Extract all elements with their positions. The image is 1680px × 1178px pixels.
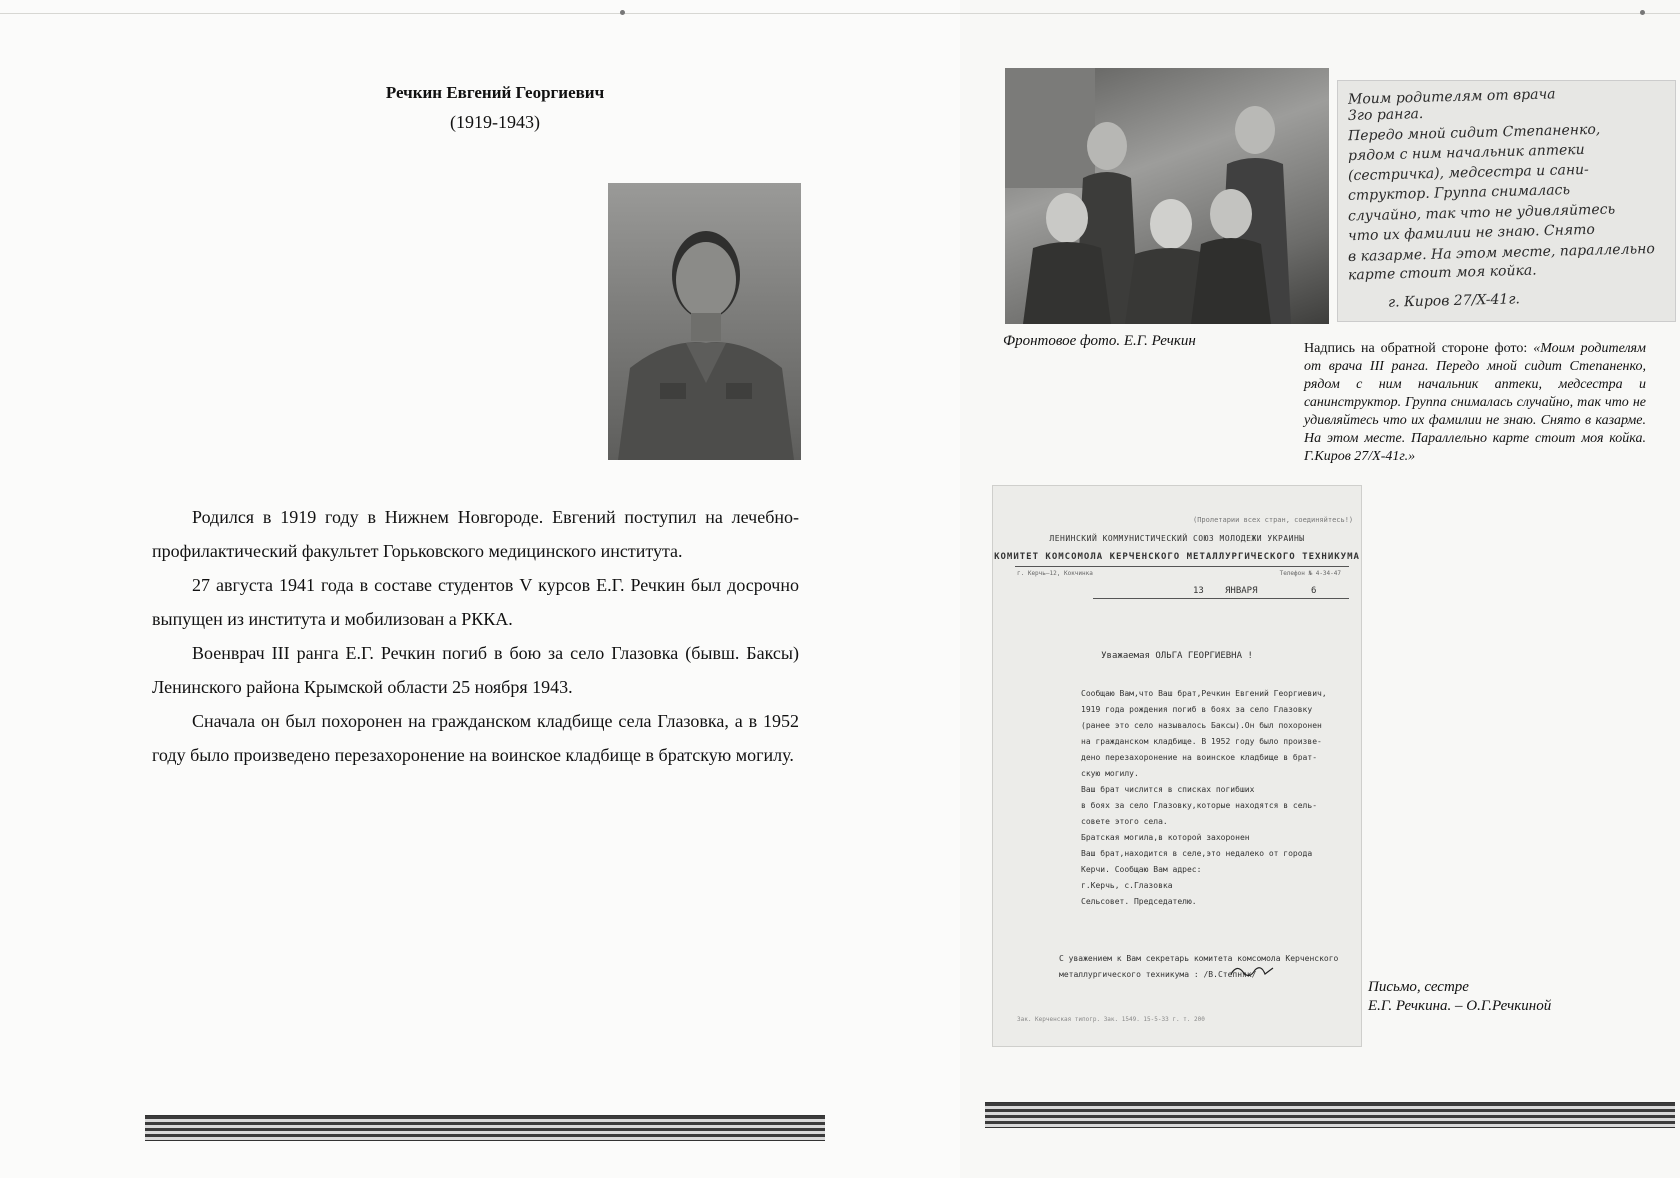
group-figures xyxy=(1005,68,1329,324)
biography-text xyxy=(152,500,799,772)
photo-back-inscription xyxy=(1337,80,1676,322)
handwriting-line: карте стоит моя койка. xyxy=(1347,262,1537,284)
handwriting-line: структор. Группа снималась xyxy=(1347,182,1571,204)
handwriting-line: г. Киров 27/X-41г. xyxy=(1387,291,1521,311)
handwriting-line: что их фамилии не знаю. Снято xyxy=(1347,221,1596,245)
letter-org-line2: КОМИТЕТ КОМСОМОЛА КЕРЧЕНСКОГО МЕТАЛЛУРГИЧЕСКОГО ТЕХНИКУМА xyxy=(994,552,1360,562)
komsomol-letter xyxy=(992,485,1362,1047)
letter-caption-line1: Письмо, сестре xyxy=(1368,979,1469,995)
letter-org-line1: ЛЕНИНСКИЙ КОММУНИСТИЧЕСКИЙ СОЮЗ МОЛОДЕЖИ УКРАИНЫ xyxy=(1049,534,1305,543)
photo-caption: Фронтовое фото. Е.Г. Речкин xyxy=(1003,333,1196,349)
handwriting-line: Передо мной сидит Степаненко, xyxy=(1347,121,1601,145)
letter-date-month: ЯНВАРЯ xyxy=(1225,586,1258,596)
top-border xyxy=(960,13,1680,14)
life-years: (1919-1943) xyxy=(450,112,540,132)
binding-hole xyxy=(1640,10,1645,15)
portrait-photo xyxy=(608,183,801,460)
letter-date-line xyxy=(1093,598,1349,599)
letter-address: г. Керчь—12, Кокчинка xyxy=(1017,570,1093,577)
handwriting-line: случайно, так что не удивляйтесь xyxy=(1347,201,1616,225)
st-george-ribbon xyxy=(145,1115,825,1141)
letter-print-footer: Зак. Керченская типогр. Зак. 1549. 15-5-33 г. т. 200 xyxy=(1017,1016,1205,1023)
bio-paragraph: Военврач III ранга Е.Г. Речкин погиб в бою за село Глазовка (бывш. Баксы) Ленинского района Крымской области 25 ноября 1943. xyxy=(152,643,799,697)
bio-paragraph: 27 августа 1941 года в составе студентов V курсов Е.Г. Речкин был досрочно выпущен из института и мобилизован а РККА. xyxy=(152,575,799,629)
signature-scribble xyxy=(1229,962,1275,980)
group-front-photo xyxy=(1005,68,1329,324)
inscription-quote: «Моим родителям от врача III ранга. Передо мной сидит Степаненко, рядом с ним начальник аптеки, медсестра и санинструктор. Группа снималась случайно, так что не удивляйтесь что их фамилии не знаю. Снято в казарме. На этом месте. Параллельно карте стоит моя койка. Г.Киров 27/X-41г.» xyxy=(1304,341,1646,464)
page-title: Речкин Евгений Георгиевич xyxy=(385,83,605,102)
inscription-caption xyxy=(1304,340,1646,466)
letter-date-day: 13 xyxy=(1193,586,1204,596)
letter-telephone: Телефон № 4-34-47 xyxy=(1279,570,1341,577)
bio-paragraph: Сначала он был похоронен на гражданском кладбище села Глазовка, а в 1952 году было произведено перезахоронение на воинское кладбище в братскую могилу. xyxy=(152,711,799,765)
handwriting-line: Моим родителям от врача xyxy=(1347,86,1556,108)
binding-hole xyxy=(620,10,625,15)
letter-greeting: Уважаемая ОЛЬГА ГЕОРГИЕВНА ! xyxy=(1101,651,1253,661)
st-george-ribbon xyxy=(985,1102,1675,1128)
handwriting-line: в казарме. На этом месте, параллельно xyxy=(1347,240,1655,266)
letter-stamp: (Пролетарии всех стран, соединяйтесь!) xyxy=(1193,516,1354,524)
bio-paragraph: Родился в 1919 году в Нижнем Новгороде. Евгений поступил на лечебно-профилактический факультет Горьковского медицинского института. xyxy=(152,507,799,561)
top-border xyxy=(0,13,960,14)
handwriting-line: рядом с ним начальник аптеки xyxy=(1347,141,1585,165)
portrait-figure xyxy=(608,183,801,460)
handwriting-line: 3го ранга. xyxy=(1347,106,1424,124)
letter-caption-line2: Е.Г. Речкина. – О.Г.Речкиной xyxy=(1368,998,1552,1014)
letter-divider xyxy=(1015,566,1349,567)
letter-body: Сообщаю Вам,что Ваш брат,Речкин Евгений Георгиевич, 1919 года рождения погиб в боях за село Глазовку (ранее это село называлось Баксы).Он был похоронен на гражданском кладбище. В 1952 году было произве- дено перезахоронение на воинское кладбище в брат- скую могилу. Ваш брат числится в списках погибших в боях за село Глазовку,которые находятся в сель- совете этого села. Братская могила,в которой захоронен Ваш брат,находится в селе,это недалеко от города Керчи. Сообщаю Вам адрес: г.Керчь, с.Глазовка Сельсовет. Председателю. xyxy=(1081,689,1327,906)
letter-date-year: 6 xyxy=(1311,586,1317,596)
letter-caption xyxy=(1368,978,1551,1016)
handwriting-line: (сестричка), медсестра и сани- xyxy=(1347,161,1590,185)
inscription-lead: Надпись на обратной стороне фото: xyxy=(1304,341,1528,356)
letter-signoff: С уважением к Вам секретарь комитета комсомола Керченского металлургического техникума : /В.Степняк/ xyxy=(1059,954,1339,979)
